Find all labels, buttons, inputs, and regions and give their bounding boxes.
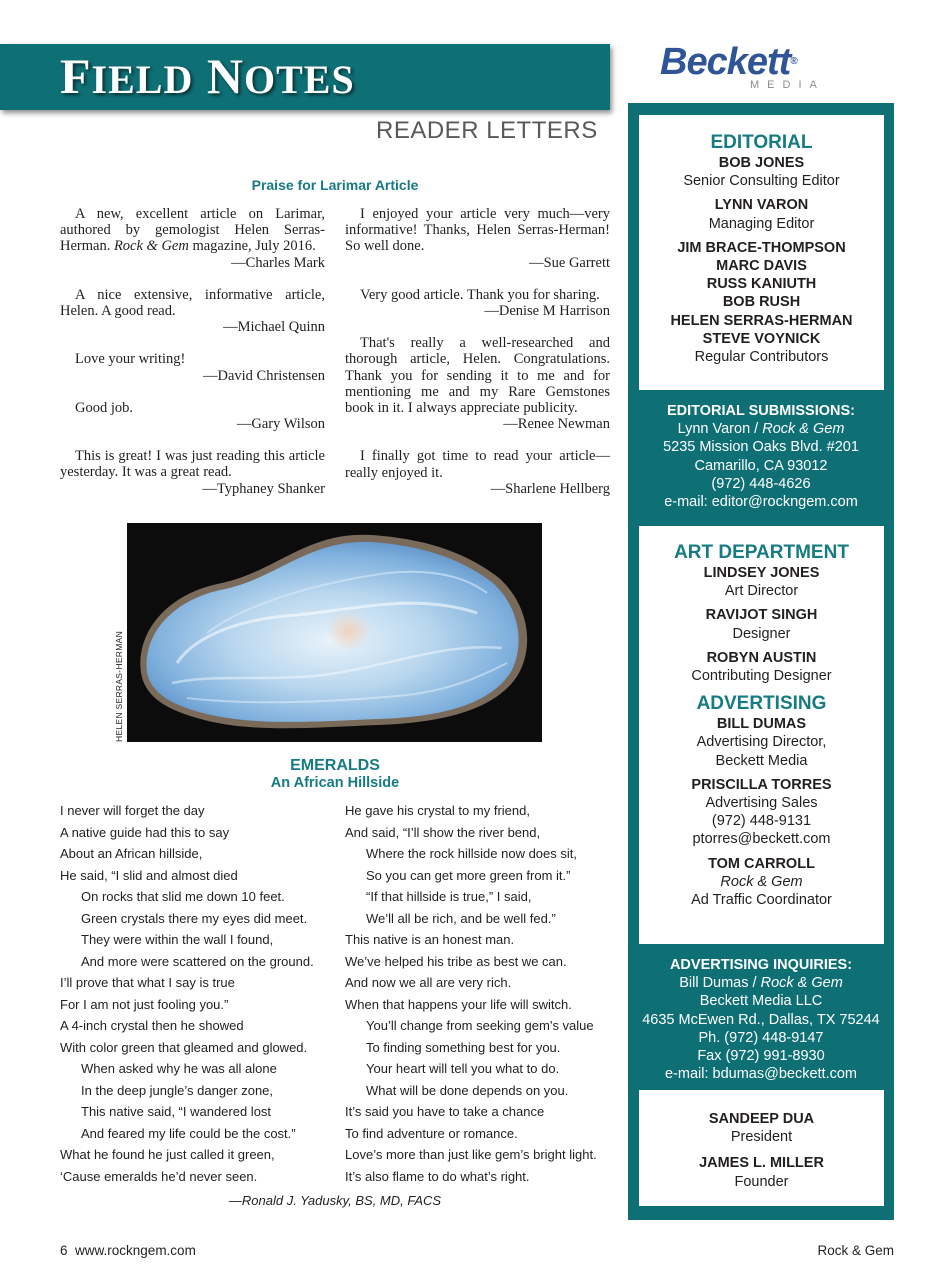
poem-line: I never will forget the day bbox=[60, 803, 205, 818]
poem-line: ‘Cause emeralds he’d never seen. bbox=[60, 1168, 258, 1184]
staff-name: LINDSEY JONES bbox=[703, 565, 820, 581]
logo-wordmark: Beckett® bbox=[660, 41, 797, 83]
staff-role: Advertising Director, bbox=[696, 734, 827, 751]
poem-line: For I am not just fooling you.” bbox=[60, 996, 229, 1012]
letter bbox=[345, 335, 610, 432]
poem-line: And now we all are very rich. bbox=[345, 975, 512, 990]
poem-line: With color green that gleamed and glowed. bbox=[60, 1039, 308, 1055]
staff-publication: Rock & Gem bbox=[720, 873, 803, 890]
letter-signature: —Michael Quinn bbox=[223, 319, 325, 336]
banner-title: FIELD NOTES bbox=[60, 48, 355, 104]
poem-line: What he found he just called it green, bbox=[60, 1147, 275, 1162]
staff-role: Managing Editor bbox=[708, 215, 815, 232]
letter-text: This is great! I was just reading this article yesterday. It was a great read. bbox=[60, 448, 325, 481]
letter bbox=[60, 206, 325, 271]
inquiries-phone: Ph. (972) 448-9147 bbox=[698, 1029, 824, 1046]
website-link[interactable]: www.rockngem.com bbox=[75, 1243, 196, 1258]
letter-signature: —Renee Newman bbox=[503, 416, 610, 433]
letter bbox=[345, 287, 610, 319]
letter-signature: —Typhaney Shanker bbox=[202, 480, 325, 497]
staff-name: RAVIJOT SINGH bbox=[705, 607, 818, 624]
poem-line: This native is an honest man. bbox=[345, 932, 515, 947]
contributors-role: Regular Contributors bbox=[694, 349, 829, 366]
larimar-slice-image bbox=[127, 523, 542, 742]
poem-line: On rocks that slid me down 10 feet. bbox=[81, 889, 285, 904]
photo-credit: HELEN SERRAS-HERMAN bbox=[114, 630, 124, 742]
poem-line: Your heart will tell you what to do. bbox=[366, 1061, 560, 1076]
staff-role: Advertising Sales bbox=[705, 795, 818, 812]
poem-line: About an African hillside, bbox=[60, 846, 203, 861]
contributor-name: JIM BRACE-THOMPSON bbox=[677, 239, 846, 256]
poem-line: He said, “I slid and almost died bbox=[60, 867, 238, 883]
letters-column-left bbox=[60, 206, 325, 513]
letter bbox=[60, 448, 325, 497]
submissions-contact: Lynn Varon / Rock & Gem bbox=[677, 421, 845, 438]
poem-line: “If that hillside is true,” I said, bbox=[366, 889, 532, 904]
poem-line: When that happens your life will switch. bbox=[345, 996, 572, 1012]
poem-line: To find adventure or romance. bbox=[345, 1125, 518, 1141]
poem-line: To finding something best for you. bbox=[366, 1039, 561, 1055]
letter-text: A nice extensive, informative article, Helen. A good read. bbox=[60, 286, 325, 320]
executive-role: Founder bbox=[734, 1173, 789, 1190]
staff-name: BILL DUMAS bbox=[716, 716, 807, 733]
letters-heading: Praise for Larimar Article bbox=[251, 177, 419, 193]
poem-line: What will be done depends on you. bbox=[366, 1082, 569, 1098]
submissions-heading: EDITORIAL SUBMISSIONS: bbox=[667, 403, 855, 419]
poem-line: You’ll change from seeking gem’s value bbox=[366, 1018, 594, 1033]
poem-line: We’ve helped his tribe as best we can. bbox=[345, 953, 567, 969]
letter bbox=[60, 400, 325, 432]
poem-line: They were within the wall I found, bbox=[81, 932, 274, 947]
letter-signature: —David Christensen bbox=[202, 367, 325, 384]
poem-line: A 4-inch crystal then he showed bbox=[60, 1018, 244, 1033]
letter bbox=[60, 287, 325, 336]
section-label: READER LETTERS bbox=[376, 117, 598, 144]
poem-line: And feared my life could be the cost.” bbox=[81, 1125, 296, 1141]
submissions-email[interactable]: e-mail: editor@rockngem.com bbox=[664, 494, 858, 511]
staff-role: Ad Traffic Coordinator bbox=[691, 892, 832, 909]
poem-line: This native said, “I wandered lost bbox=[81, 1104, 272, 1119]
letter-text: I finally got time to read your article—really enjoyed it. bbox=[345, 448, 610, 481]
inquiries-contact: Bill Dumas / Rock & Gem bbox=[679, 975, 843, 992]
poem-column-right bbox=[345, 800, 597, 1187]
inquiries-address: 4635 McEwen Rd., Dallas, TX 75244 bbox=[642, 1011, 880, 1028]
poem-line: When asked why he was all alone bbox=[81, 1061, 277, 1076]
letter bbox=[345, 206, 610, 271]
staff-name: LYNN VARON bbox=[714, 197, 809, 214]
staff-name: TOM CARROLL bbox=[708, 855, 815, 872]
contributor-name: MARC DAVIS bbox=[716, 258, 807, 275]
submissions-phone: (972) 448-4626 bbox=[711, 475, 811, 492]
poem-line: Where the rock hillside now does sit, bbox=[366, 846, 577, 861]
poem-line: It’s also flame to do what’s right. bbox=[345, 1168, 530, 1184]
editorial-submissions bbox=[628, 402, 894, 511]
contributor-name: STEVE VOYNICK bbox=[702, 330, 821, 347]
letter-text: A new, excellent article on Larimar, authored by gemologist Helen Serras-Herman. Rock & Gem magazine, July 2016. bbox=[60, 206, 325, 255]
executive-name: SANDEEP DUA bbox=[708, 1111, 815, 1127]
letter-text: I enjoyed your article very much—very informative! Thanks, Helen Serras-Herman! So well done. bbox=[345, 206, 610, 255]
page-number: 6 bbox=[60, 1243, 68, 1258]
art-advertising-box bbox=[639, 526, 884, 944]
letter-text: Very good article. Thank you for sharing. bbox=[360, 286, 600, 303]
staff-role: Designer bbox=[732, 625, 791, 642]
logo-subtitle: MEDIA bbox=[750, 79, 825, 91]
poem-line: In the deep jungle’s danger zone, bbox=[81, 1082, 274, 1098]
letter-signature: —Sue Garrett bbox=[529, 254, 610, 271]
poem-line: So you can get more green from it.” bbox=[366, 867, 571, 883]
poem-line: And said, “I’ll show the river bend, bbox=[345, 824, 541, 840]
staff-name: PRISCILLA TORRES bbox=[691, 776, 832, 793]
letter-text: Love your writing! bbox=[75, 351, 186, 368]
advertising-heading: ADVERTISING bbox=[696, 693, 827, 715]
poem-line: A native guide had this to say bbox=[60, 824, 230, 840]
executives-box bbox=[639, 1090, 884, 1206]
inquiries-email[interactable]: e-mail: bdumas@beckett.com bbox=[664, 1066, 857, 1083]
staff-name: BOB JONES bbox=[718, 155, 805, 171]
poem-line: Green crystals there my eyes did meet. bbox=[81, 910, 308, 926]
poem-line: It’s said you have to take a chance bbox=[345, 1104, 545, 1119]
footer-page-info bbox=[60, 1243, 196, 1258]
contributor-name: RUSS KANIUTH bbox=[706, 276, 817, 293]
inquiries-fax: Fax (972) 991-8930 bbox=[697, 1048, 825, 1065]
executive-role: President bbox=[730, 1129, 793, 1146]
staff-role: Contributing Designer bbox=[691, 668, 832, 685]
masthead bbox=[628, 103, 894, 1220]
poem-line: And more were scattered on the ground. bbox=[81, 953, 314, 969]
poem-line: He gave his crystal to my friend, bbox=[345, 803, 530, 818]
submissions-city: Camarillo, CA 93012 bbox=[694, 457, 828, 474]
poem-line: Love’s more than just like gem’s bright light. bbox=[345, 1147, 597, 1162]
staff-role: Art Director bbox=[724, 583, 799, 600]
contributor-name: HELEN SERRAS-HERMAN bbox=[670, 312, 853, 329]
editorial-box bbox=[639, 115, 884, 390]
letter-signature: —Gary Wilson bbox=[236, 416, 325, 433]
letter bbox=[345, 448, 610, 497]
poem-title: EMERALDS bbox=[290, 757, 380, 774]
poem-subtitle: An African Hillside bbox=[270, 775, 400, 791]
poem-column-left bbox=[60, 800, 314, 1187]
staff-name: ROBYN AUSTIN bbox=[706, 649, 817, 666]
beckett-media-logo bbox=[660, 42, 860, 92]
art-heading: ART DEPARTMENT bbox=[674, 542, 849, 563]
editorial-heading: EDITORIAL bbox=[710, 132, 813, 153]
letter-signature: —Sharlene Hellberg bbox=[490, 480, 610, 497]
poem-author: —Ronald J. Yadusky, BS, MD, FACS bbox=[228, 1193, 442, 1208]
advertising-inquiries bbox=[628, 956, 894, 1083]
letter-signature: —Denise M Harrison bbox=[484, 303, 610, 320]
letter-text: Good job. bbox=[75, 399, 133, 416]
executive-name: JAMES L. MILLER bbox=[699, 1155, 824, 1172]
letter-signature: —Charles Mark bbox=[231, 254, 325, 271]
inquiries-heading: ADVERTISING INQUIRIES: bbox=[669, 957, 853, 973]
poem-line: I’ll prove that what I say is true bbox=[60, 975, 235, 990]
staff-role: Beckett Media bbox=[715, 752, 808, 769]
letter bbox=[60, 351, 325, 383]
letters-column-right bbox=[345, 206, 610, 513]
letter-text: That's really a well-researched and thorough article, Helen. Congratulations. Thank you for sending it to me and for mentioning me and my Rare Gemstones book in it. I always appreciate publicity. bbox=[345, 335, 610, 417]
poem-line: We’ll all be rich, and be well fed.” bbox=[366, 910, 556, 926]
contributor-name: BOB RUSH bbox=[722, 294, 801, 311]
submissions-address: 5235 Mission Oaks Blvd. #201 bbox=[663, 439, 859, 456]
staff-role: Senior Consulting Editor bbox=[683, 173, 840, 190]
staff-phone: (972) 448-9131 bbox=[711, 813, 812, 830]
larimar-photo bbox=[127, 523, 542, 742]
staff-email[interactable]: ptorres@beckett.com bbox=[692, 831, 831, 848]
footer-magazine: Rock & Gem bbox=[817, 1243, 894, 1258]
inquiries-company: Beckett Media LLC bbox=[699, 993, 823, 1010]
